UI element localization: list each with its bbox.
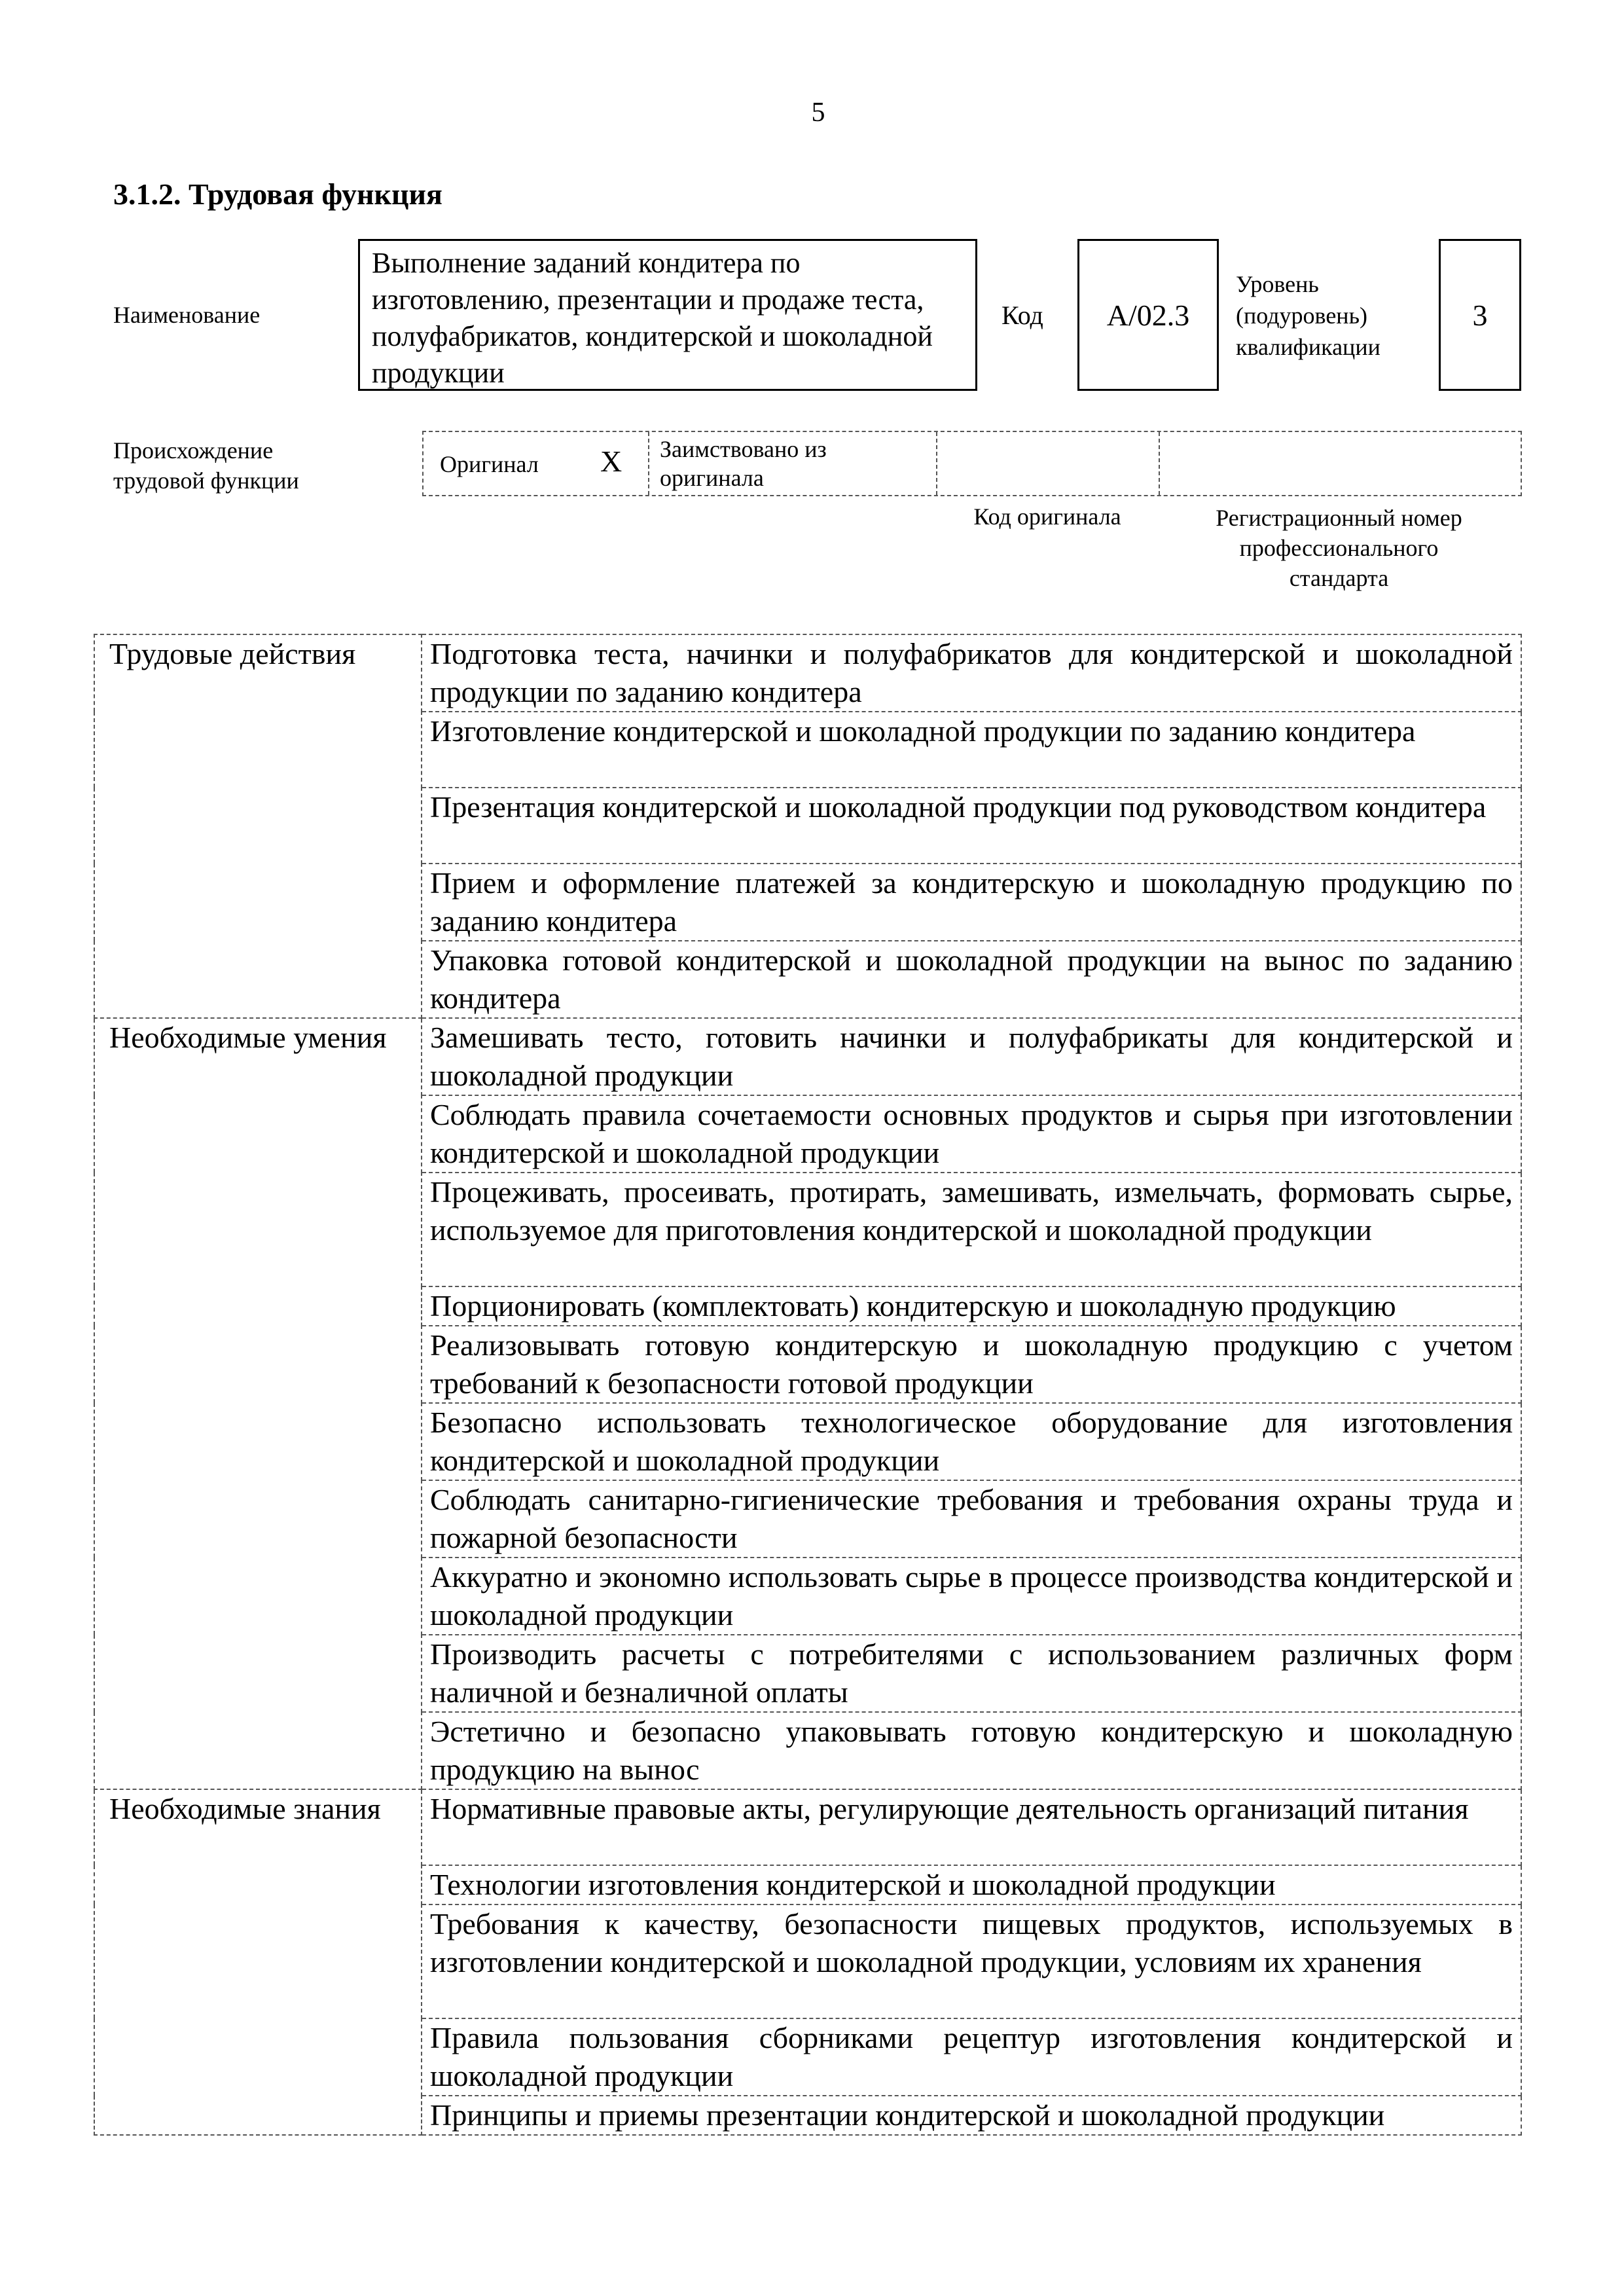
borrowed-label: [660, 435, 827, 492]
table-cell: Соблюдать правила сочетаемости основных продуктов и сырья при изготовлении кондитерской и шоколадной продукции: [422, 1095, 1521, 1173]
table-cell: Правила пользования сборниками рецептур изготовления кондитерской и шоколадной продукции: [422, 2018, 1521, 2096]
registration-number-caption: [1159, 503, 1519, 593]
level-label: [1236, 268, 1380, 363]
name-label: Наименование: [113, 302, 261, 328]
table-row: [94, 1018, 1521, 1095]
level-label-line-3: квалификации: [1236, 334, 1380, 360]
level-label-line-2: (подуровень): [1236, 302, 1367, 329]
origin-label: [113, 435, 299, 496]
function-name-box: Выполнение заданий кондитера по изготовлению, презентации и продаже теста, полуфабрикатов, кондитерской и шоколадной продукции: [358, 239, 977, 391]
table-row: [94, 634, 1521, 712]
table-cell: Требования к качеству, безопасности пищевых продуктов, используемых в изготовлении кондитерской и шоколадной продукции, условиям их хранения: [422, 1904, 1521, 2018]
origin-label-line-1: Происхождение: [113, 437, 274, 464]
borrowed-cell: [649, 432, 937, 495]
level-value: 3: [1472, 298, 1488, 332]
table-cell: Подготовка теста, начинки и полуфабрикатов для кондитерской и шоколадной продукции по заданию кондитера: [422, 634, 1521, 712]
registration-number-cell: [1160, 432, 1521, 495]
table-cell: Технологии изготовления кондитерской и шоколадной продукции: [422, 1865, 1521, 1904]
category-labor-actions: Трудовые действия: [94, 634, 422, 1018]
code-label: Код: [1001, 301, 1043, 330]
section-title: 3.1.2. Трудовая функция: [113, 177, 442, 211]
origin-table: [422, 431, 1522, 496]
origin-label-line-2: трудовой функции: [113, 467, 299, 494]
table-cell: Презентация кондитерской и шоколадной продукции под руководством кондитера: [422, 788, 1521, 864]
reg-caption-line-2: профессионального: [1239, 535, 1439, 561]
table-cell: Реализовывать готовую кондитерскую и шоколадную продукцию с учетом требований к безопасности готовой продукции: [422, 1326, 1521, 1403]
reg-caption-line-3: стандарта: [1289, 565, 1389, 591]
code-box: [1077, 239, 1219, 391]
original-label: Оригинал: [440, 451, 539, 477]
table-cell: Производить расчеты с потребителями с использованием различных форм наличной и безналичной оплаты: [422, 1635, 1521, 1712]
table-cell: Изготовление кондитерской и шоколадной продукции по заданию кондитера: [422, 712, 1521, 788]
table-cell: Соблюдать санитарно-гигиенические требования и требования охраны труда и пожарной безопасности: [422, 1480, 1521, 1558]
table-cell: Аккуратно и экономно использовать сырье в процессе производства кондитерской и шоколадной продукции: [422, 1558, 1521, 1635]
table-cell: Безопасно использовать технологическое оборудование для изготовления кондитерской и шоколадной продукции: [422, 1403, 1521, 1480]
category-required-skills: Необходимые умения: [94, 1018, 422, 1789]
original-mark: X: [600, 445, 623, 478]
table-cell: Эстетично и безопасно упаковывать готовую кондитерскую и шоколадную продукцию на вынос: [422, 1712, 1521, 1789]
function-details-table: [94, 634, 1522, 2136]
reg-caption-line-1: Регистрационный номер: [1216, 505, 1462, 531]
category-required-knowledge: Необходимые знания: [94, 1789, 422, 2135]
table-cell: Принципы и приемы презентации кондитерской и шоколадной продукции: [422, 2096, 1521, 2135]
table-cell: Прием и оформление платежей за кондитерскую и шоколадную продукцию по заданию кондитера: [422, 864, 1521, 941]
table-row: [94, 1789, 1521, 1865]
table-cell: Упаковка готовой кондитерской и шоколадной продукции на вынос по заданию кондитера: [422, 941, 1521, 1018]
table-cell: Замешивать тесто, готовить начинки и полуфабрикаты для кондитерской и шоколадной продукции: [422, 1018, 1521, 1095]
page-number: 5: [811, 98, 825, 128]
table-cell: Процеживать, просеивать, протирать, замешивать, измельчать, формовать сырье, используемое для приготовления кондитерской и шоколадной продукции: [422, 1173, 1521, 1286]
borrowed-label-line-1: Заимствовано из: [660, 436, 827, 462]
original-code-caption: Код оригинала: [973, 503, 1121, 530]
original-cell: [424, 432, 649, 495]
table-cell: Нормативные правовые акты, регулирующие деятельность организаций питания: [422, 1789, 1521, 1865]
original-code-cell: [937, 432, 1160, 495]
borrowed-label-line-2: оригинала: [660, 465, 764, 491]
table-cell: Порционировать (комплектовать) кондитерскую и шоколадную продукцию: [422, 1286, 1521, 1326]
level-label-line-1: Уровень: [1236, 271, 1319, 297]
level-box: [1439, 239, 1521, 391]
code-value: A/02.3: [1106, 298, 1190, 332]
